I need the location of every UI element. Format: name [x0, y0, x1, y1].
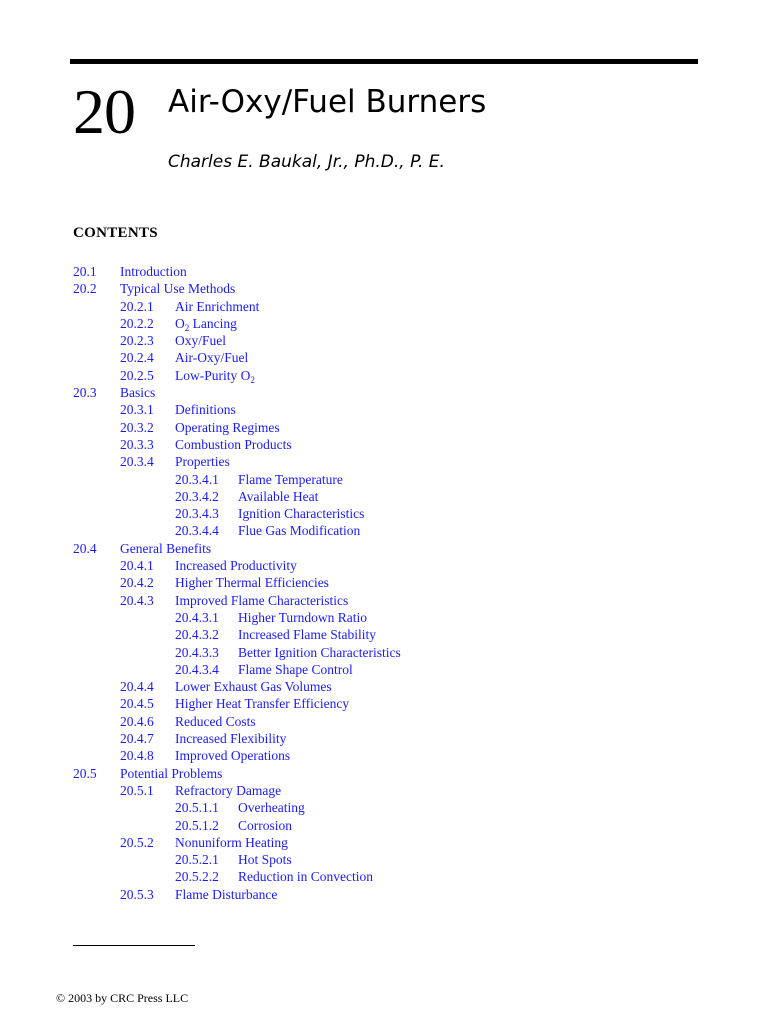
toc-entry[interactable]: [73, 695, 693, 712]
copyright-notice: © 2003 by CRC Press LLC: [56, 991, 189, 1005]
toc-entry-title-text[interactable]: Ignition Characteristics: [238, 506, 365, 522]
toc-entry-title[interactable]: [238, 644, 401, 661]
toc-entry-title-text[interactable]: Definitions: [175, 402, 236, 418]
toc-entry-title[interactable]: [175, 367, 255, 384]
toc-entry-title-text[interactable]: Lower Exhaust Gas Volumes: [175, 679, 332, 695]
toc-entry-number[interactable]: 20.5.2.1: [175, 852, 219, 868]
toc-entry[interactable]: [73, 367, 693, 384]
toc-entry-title-text[interactable]: Flame Shape Control: [238, 661, 353, 677]
toc-entry-number[interactable]: 20.4.5: [120, 696, 154, 712]
toc-entry-number[interactable]: 20.2.2: [120, 315, 154, 331]
toc-entry[interactable]: [73, 747, 693, 764]
toc-entry-number[interactable]: 20.5.2: [120, 834, 154, 850]
toc-entry[interactable]: [73, 488, 693, 505]
toc-entry[interactable]: [73, 730, 693, 747]
toc-entry-number[interactable]: 20.2.3: [120, 333, 154, 349]
toc-entry-title[interactable]: [175, 349, 248, 366]
toc-entry[interactable]: [73, 540, 693, 557]
toc-entry[interactable]: [73, 574, 693, 591]
toc-entry-title-text[interactable]: Refractory Damage: [175, 782, 282, 798]
toc-entry-title[interactable]: [238, 661, 353, 678]
toc-entry-title[interactable]: [175, 678, 332, 695]
toc-entry-number[interactable]: 20.1: [73, 264, 97, 279]
toc-entry-title-text[interactable]: Increased Flame Stability: [238, 627, 376, 643]
toc-entry[interactable]: [73, 868, 693, 885]
toc-entry-title[interactable]: [120, 540, 211, 557]
toc-entry[interactable]: [73, 384, 693, 401]
toc-entry[interactable]: [73, 401, 693, 418]
toc-entry-title-text[interactable]: O: [175, 315, 185, 331]
toc-entry-title-text[interactable]: Reduction in Convection: [238, 869, 373, 885]
toc-entry[interactable]: [73, 609, 693, 626]
toc-entry[interactable]: [73, 522, 693, 539]
toc-entry-title[interactable]: [175, 713, 256, 730]
toc-entry-number[interactable]: 20.5.3: [120, 886, 154, 902]
toc-entry-number[interactable]: 20.3.2: [120, 419, 154, 435]
toc-entry-title[interactable]: [175, 834, 288, 851]
toc-entry-title[interactable]: [175, 332, 226, 349]
toc-entry-number[interactable]: 20.3.4.4: [175, 523, 219, 539]
toc-entry-title[interactable]: [238, 488, 318, 505]
toc-entry-number[interactable]: 20.3.4: [120, 454, 154, 470]
toc-entry-title-text[interactable]: General Benefits: [120, 540, 212, 556]
toc-entry-title-text[interactable]: Hot Spots: [238, 852, 292, 868]
toc-entry-title-text[interactable]: Improved Flame Characteristics: [175, 592, 349, 608]
toc-entry-title[interactable]: [238, 471, 343, 488]
toc-entry-number[interactable]: 20.5.1.1: [175, 800, 219, 816]
toc-entry[interactable]: [73, 263, 693, 280]
toc-entry-title[interactable]: [175, 436, 292, 453]
toc-entry-title-text[interactable]: Oxy/Fuel: [175, 333, 227, 349]
toc-entry-number[interactable]: 20.4.4: [120, 679, 154, 695]
toc-entry-title-text[interactable]: Air-Oxy/Fuel: [175, 350, 249, 366]
toc-entry[interactable]: [73, 851, 693, 868]
toc-entry[interactable]: [73, 505, 693, 522]
toc-entry-title[interactable]: [175, 886, 277, 903]
toc-entry-title[interactable]: [175, 747, 290, 764]
toc-entry-title-text[interactable]: Flame Temperature: [238, 471, 343, 487]
toc-entry-title-text[interactable]: Improved Operations: [175, 748, 291, 764]
chapter-number: 20: [73, 76, 135, 147]
toc-entry[interactable]: [73, 626, 693, 643]
toc-entry[interactable]: [73, 332, 693, 349]
toc-entry-number[interactable]: 20.3.1: [120, 402, 154, 418]
toc-entry-title-text[interactable]: Increased Productivity: [175, 558, 297, 574]
toc-entry-title[interactable]: [120, 263, 187, 280]
toc-entry-number[interactable]: 20.2: [73, 281, 97, 297]
toc-entry[interactable]: [73, 817, 693, 834]
toc-entry-title-text[interactable]: Increased Flexibility: [175, 731, 287, 747]
toc-entry-number[interactable]: 20.5.2.2: [175, 869, 219, 885]
toc-entry-number[interactable]: 20.2.1: [120, 298, 154, 314]
toc-entry-title[interactable]: [175, 298, 259, 315]
toc-entry-number[interactable]: 20.4.3.3: [175, 644, 219, 660]
toc-entry-number[interactable]: 20.4.3.1: [175, 609, 219, 625]
toc-entry-title-text[interactable]: Properties: [175, 454, 230, 470]
toc-entry[interactable]: [73, 280, 693, 297]
toc-entry[interactable]: [73, 661, 693, 678]
toc-entry-title[interactable]: [238, 799, 305, 816]
toc-entry[interactable]: [73, 886, 693, 903]
toc-entry-number[interactable]: 20.5: [73, 765, 97, 781]
toc-entry-number[interactable]: 20.4.8: [120, 748, 154, 764]
toc-entry-title-text[interactable]: Available Heat: [238, 488, 319, 504]
toc-entry[interactable]: [73, 678, 693, 695]
toc-entry-title[interactable]: [175, 592, 348, 609]
toc-entry-number[interactable]: 20.4: [73, 540, 97, 556]
toc-entry-number[interactable]: 20.3: [73, 385, 97, 401]
toc-entry-title-text[interactable]: Corrosion: [238, 817, 292, 833]
toc-entry-number[interactable]: 20.4.3.4: [175, 661, 219, 677]
toc-entry-title-text[interactable]: Operating Regimes: [175, 419, 280, 435]
toc-entry-number[interactable]: 20.2.4: [120, 350, 154, 366]
toc-entry-title[interactable]: [238, 817, 292, 834]
toc-entry-number[interactable]: 20.5.1: [120, 782, 154, 798]
toc-entry-subscript: 2: [250, 374, 255, 385]
table-of-contents: [73, 263, 693, 903]
toc-entry-number[interactable]: 20.4.1: [120, 558, 154, 574]
contents-heading: CONTENTS: [73, 225, 158, 241]
toc-entry[interactable]: [73, 799, 693, 816]
toc-entry-title-text[interactable]: Air Enrichment: [175, 298, 260, 314]
toc-entry[interactable]: [73, 349, 693, 366]
toc-entry-subscript: 2: [184, 322, 190, 333]
toc-entry-number[interactable]: 20.4.2: [120, 575, 154, 591]
toc-entry-title[interactable]: [120, 280, 235, 297]
toc-entry-title[interactable]: [175, 401, 236, 418]
toc-entry-title-text[interactable]: Higher Turndown Ratio: [238, 609, 368, 625]
toc-entry-title-text[interactable]: Reduced Costs: [175, 713, 256, 729]
toc-entry-number[interactable]: 20.3.4.3: [175, 506, 219, 522]
toc-entry[interactable]: [73, 419, 693, 436]
toc-entry-title-text[interactable]: Flue Gas Modification: [238, 523, 361, 539]
toc-entry[interactable]: [73, 644, 693, 661]
toc-entry-title-text[interactable]: Nonuniform Heating: [175, 834, 288, 850]
toc-entry[interactable]: [73, 298, 693, 315]
toc-entry-number[interactable]: 20.4.6: [120, 713, 154, 729]
toc-entry-title[interactable]: [238, 851, 292, 868]
toc-entry-number[interactable]: 20.4.3: [120, 592, 154, 608]
toc-entry-title-text[interactable]: Flame Disturbance: [175, 886, 278, 902]
toc-entry-title[interactable]: [175, 782, 281, 799]
toc-entry[interactable]: [73, 453, 693, 470]
toc-entry-number[interactable]: 20.3.4.1: [175, 471, 219, 487]
toc-entry-number[interactable]: 20.3.3: [120, 436, 154, 452]
toc-entry-title[interactable]: [238, 868, 373, 885]
toc-entry-title-text[interactable]: Higher Heat Transfer Efficiency: [175, 696, 350, 712]
toc-entry-title-text[interactable]: Combustion Products: [175, 436, 292, 452]
toc-entry[interactable]: [73, 834, 693, 851]
toc-entry-title[interactable]: [175, 557, 297, 574]
toc-entry-title[interactable]: [175, 574, 329, 591]
toc-entry-number[interactable]: 20.4.7: [120, 731, 154, 747]
toc-entry-title[interactable]: [238, 609, 367, 626]
toc-entry-title[interactable]: [175, 315, 237, 332]
toc-entry-title[interactable]: [120, 765, 222, 782]
toc-entry-title[interactable]: [175, 695, 349, 712]
toc-entry-title-text[interactable]: Potential Problems: [120, 765, 223, 781]
toc-entry-title[interactable]: [120, 384, 155, 401]
toc-entry[interactable]: [73, 471, 693, 488]
toc-entry-title[interactable]: [175, 419, 280, 436]
footnote-rule: [73, 945, 195, 946]
toc-entry[interactable]: [73, 765, 693, 782]
toc-entry[interactable]: [73, 557, 693, 574]
toc-entry[interactable]: [73, 782, 693, 799]
toc-entry[interactable]: [73, 592, 693, 609]
toc-entry-title-text[interactable]: Overheating: [238, 800, 305, 816]
toc-entry-title-text[interactable]: Higher Thermal Efficiencies: [175, 575, 329, 591]
toc-entry-title[interactable]: [175, 730, 286, 747]
toc-entry[interactable]: [73, 713, 693, 730]
toc-entry[interactable]: [73, 315, 693, 332]
toc-entry-number[interactable]: 20.5.1.2: [175, 817, 219, 833]
toc-entry-title[interactable]: [238, 522, 360, 539]
toc-entry-number[interactable]: 20.2.5: [120, 367, 154, 383]
toc-entry-title[interactable]: [175, 453, 230, 470]
toc-entry-title-text[interactable]: Better Ignition Characteristics: [238, 644, 401, 660]
toc-entry-number[interactable]: 20.3.4.2: [175, 488, 219, 504]
toc-entry-title-text[interactable]: Basics: [120, 385, 156, 401]
toc-entry-title-suffix[interactable]: Lancing: [189, 315, 237, 331]
toc-entry-title-text[interactable]: Typical Use Methods: [120, 281, 236, 297]
toc-entry-title-text[interactable]: Low-Purity O: [175, 367, 251, 383]
top-rule: [70, 59, 698, 64]
chapter-author: Charles E. Baukal, Jr., Ph.D., P. E.: [168, 152, 445, 172]
toc-entry-title[interactable]: [238, 626, 376, 643]
toc-entry[interactable]: [73, 436, 693, 453]
toc-entry-title-text[interactable]: Introduction: [120, 264, 187, 279]
toc-entry-title[interactable]: [238, 505, 364, 522]
toc-entry-number[interactable]: 20.4.3.2: [175, 627, 219, 643]
chapter-title: Air-Oxy/Fuel Burners: [168, 84, 487, 120]
